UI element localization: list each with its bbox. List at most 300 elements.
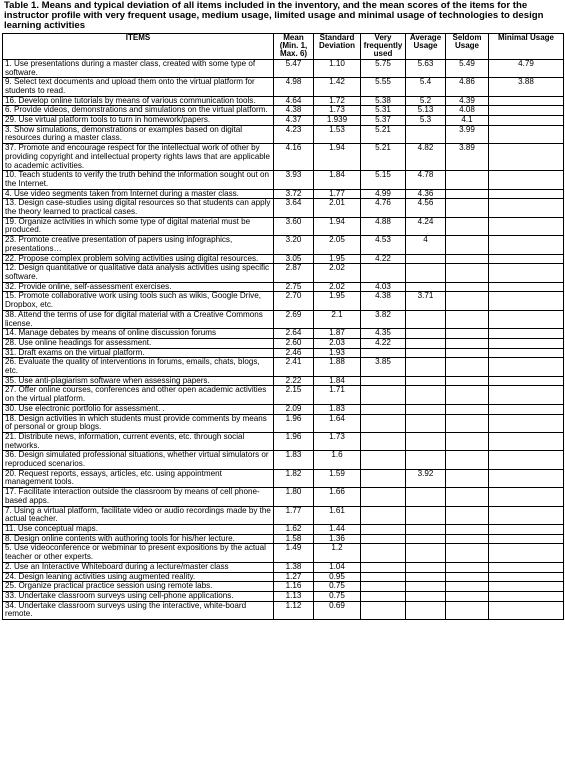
minimal-usage-cell (489, 469, 564, 487)
table-row (3, 264, 564, 282)
average-usage-cell: 5.63 (406, 59, 446, 77)
item-cell: 8. Design online contents with authoring tools for his/her lecture. (3, 534, 274, 544)
sd-cell: 1.04 (314, 562, 361, 572)
minimal-usage-cell (489, 524, 564, 534)
mean-cell: 2.64 (274, 329, 314, 339)
seldom-usage-cell (446, 338, 489, 348)
table-row (3, 506, 564, 524)
table-row (3, 189, 564, 199)
sd-cell: 1.73 (314, 106, 361, 116)
very-frequent-cell: 5.21 (361, 125, 406, 143)
average-usage-cell: 4.36 (406, 189, 446, 199)
minimal-usage-cell (489, 282, 564, 292)
table-row (3, 488, 564, 506)
table-row (3, 544, 564, 562)
seldom-usage-cell (446, 414, 489, 432)
very-frequent-cell (361, 544, 406, 562)
table-row (3, 572, 564, 582)
seldom-usage-cell: 3.99 (446, 125, 489, 143)
minimal-usage-cell (489, 96, 564, 106)
minimal-usage-cell (489, 534, 564, 544)
table-row (3, 282, 564, 292)
very-frequent-cell: 5.15 (361, 171, 406, 189)
minimal-usage-cell (489, 199, 564, 217)
sd-cell: 1.93 (314, 348, 361, 358)
seldom-usage-cell (446, 582, 489, 592)
mean-cell: 2.09 (274, 404, 314, 414)
mean-cell: 2.41 (274, 358, 314, 376)
very-frequent-cell: 5.31 (361, 106, 406, 116)
sd-cell: 1.53 (314, 125, 361, 143)
very-frequent-cell: 3.85 (361, 358, 406, 376)
seldom-usage-cell: 4.1 (446, 116, 489, 126)
table-row (3, 78, 564, 96)
mean-cell: 2.70 (274, 292, 314, 310)
table-row (3, 524, 564, 534)
table-row (3, 116, 564, 126)
header-average-usage: Average Usage (406, 33, 446, 59)
sd-cell: 1.44 (314, 524, 361, 534)
seldom-usage-cell (446, 254, 489, 264)
very-frequent-cell: 4.88 (361, 217, 406, 235)
sd-cell: 0.75 (314, 591, 361, 601)
sd-cell: 0.95 (314, 572, 361, 582)
seldom-usage-cell: 5.49 (446, 59, 489, 77)
mean-cell: 2.60 (274, 338, 314, 348)
minimal-usage-cell (489, 601, 564, 619)
average-usage-cell (406, 524, 446, 534)
average-usage-cell (406, 432, 446, 450)
minimal-usage-cell: 3.88 (489, 78, 564, 96)
mean-cell: 4.98 (274, 78, 314, 96)
table-row (3, 562, 564, 572)
sd-cell: 1.94 (314, 144, 361, 171)
minimal-usage-cell (489, 116, 564, 126)
item-cell: 17. Facilitate interaction outside the classroom by means of cell phone-based apps. (3, 488, 274, 506)
very-frequent-cell (361, 582, 406, 592)
mean-cell: 4.16 (274, 144, 314, 171)
table-row (3, 106, 564, 116)
item-cell: 34. Undertake classroom surveys using the interactive, white-board remote. (3, 601, 274, 619)
average-usage-cell (406, 572, 446, 582)
average-usage-cell: 5.4 (406, 78, 446, 96)
minimal-usage-cell (489, 125, 564, 143)
sd-cell: 1.59 (314, 469, 361, 487)
mean-cell: 1.49 (274, 544, 314, 562)
mean-cell: 3.60 (274, 217, 314, 235)
seldom-usage-cell (446, 358, 489, 376)
item-cell: 26. Evaluate the quality of interventions in forums, emails, chats, blogs, etc. (3, 358, 274, 376)
average-usage-cell: 5.13 (406, 106, 446, 116)
mean-cell: 3.20 (274, 236, 314, 254)
seldom-usage-cell (446, 601, 489, 619)
mean-cell: 1.83 (274, 451, 314, 469)
minimal-usage-cell (489, 432, 564, 450)
mean-cell: 1.16 (274, 582, 314, 592)
very-frequent-cell: 4.35 (361, 329, 406, 339)
table-row (3, 358, 564, 376)
item-cell: 20. Request reports, essays, articles, etc. using appointment management tools. (3, 469, 274, 487)
items-table (2, 33, 564, 620)
table-row (3, 469, 564, 487)
average-usage-cell (406, 601, 446, 619)
average-usage-cell (406, 544, 446, 562)
item-cell: 1. Use presentations during a master class, created with some type of software. (3, 59, 274, 77)
sd-cell: 1.71 (314, 386, 361, 404)
seldom-usage-cell (446, 348, 489, 358)
average-usage-cell (406, 591, 446, 601)
very-frequent-cell (361, 386, 406, 404)
item-cell: 23. Promote creative presentation of papers using infographics, presentations… (3, 236, 274, 254)
table-row (3, 171, 564, 189)
mean-cell: 2.69 (274, 310, 314, 328)
average-usage-cell: 5.2 (406, 96, 446, 106)
average-usage-cell (406, 488, 446, 506)
table-caption: Table 1. Means and typical deviation of all items included in the inventory, and the mean scores of the items for the instructor profile with very frequent usage, medium usage, limited usage and minimal usage of technologies to design learning activities (4, 0, 544, 32)
item-cell: 22. Propose complex problem solving activities using digital resources. (3, 254, 274, 264)
sd-cell: 2.01 (314, 199, 361, 217)
minimal-usage-cell (489, 488, 564, 506)
table-body (3, 59, 564, 619)
seldom-usage-cell (446, 432, 489, 450)
table-row (3, 96, 564, 106)
very-frequent-cell (361, 451, 406, 469)
item-cell: 35. Use anti-plagiarism software when assessing papers. (3, 376, 274, 386)
seldom-usage-cell: 4.39 (446, 96, 489, 106)
seldom-usage-cell (446, 310, 489, 328)
minimal-usage-cell (489, 562, 564, 572)
seldom-usage-cell (446, 282, 489, 292)
sd-cell: 1.87 (314, 329, 361, 339)
average-usage-cell: 4 (406, 236, 446, 254)
average-usage-cell (406, 534, 446, 544)
seldom-usage-cell (446, 264, 489, 282)
header-items: ITEMS (3, 33, 274, 59)
mean-cell: 2.75 (274, 282, 314, 292)
minimal-usage-cell (489, 591, 564, 601)
table-row (3, 534, 564, 544)
average-usage-cell (406, 329, 446, 339)
mean-cell: 3.05 (274, 254, 314, 264)
very-frequent-cell (361, 562, 406, 572)
seldom-usage-cell (446, 189, 489, 199)
minimal-usage-cell: 4.79 (489, 59, 564, 77)
average-usage-cell (406, 404, 446, 414)
mean-cell: 1.82 (274, 469, 314, 487)
very-frequent-cell (361, 591, 406, 601)
very-frequent-cell (361, 432, 406, 450)
seldom-usage-cell (446, 469, 489, 487)
very-frequent-cell: 4.03 (361, 282, 406, 292)
minimal-usage-cell (489, 404, 564, 414)
item-cell: 7. Using a virtual platform, facilitate video or audio recordings made by the actual teacher. (3, 506, 274, 524)
very-frequent-cell (361, 348, 406, 358)
average-usage-cell (406, 582, 446, 592)
mean-cell: 2.15 (274, 386, 314, 404)
table-row (3, 414, 564, 432)
very-frequent-cell (361, 572, 406, 582)
minimal-usage-cell (489, 386, 564, 404)
average-usage-cell (406, 282, 446, 292)
item-cell: 2. Use an Interactive Whiteboard during a lecture/master class (3, 562, 274, 572)
seldom-usage-cell (446, 451, 489, 469)
mean-cell: 2.46 (274, 348, 314, 358)
header-standard-deviation: Standard Deviation (314, 33, 361, 59)
seldom-usage-cell (446, 591, 489, 601)
mean-cell: 1.77 (274, 506, 314, 524)
very-frequent-cell (361, 524, 406, 534)
item-cell: 13. Design case-studies using digital resources so that students can apply the theory learned to practical cases. (3, 199, 274, 217)
minimal-usage-cell (489, 506, 564, 524)
mean-cell: 4.38 (274, 106, 314, 116)
very-frequent-cell (361, 376, 406, 386)
average-usage-cell: 4.78 (406, 171, 446, 189)
table-row (3, 292, 564, 310)
item-cell: 6. Provide videos, demonstrations and simulations on the virtual platform. (3, 106, 274, 116)
header-minimal-usage: Minimal Usage (489, 33, 564, 59)
average-usage-cell (406, 358, 446, 376)
item-cell: 9. Select text documents and upload them onto the virtual platform for students to read. (3, 78, 274, 96)
table-row (3, 601, 564, 619)
average-usage-cell: 3.92 (406, 469, 446, 487)
seldom-usage-cell (446, 404, 489, 414)
seldom-usage-cell (446, 217, 489, 235)
sd-cell: 1.84 (314, 171, 361, 189)
mean-cell: 4.37 (274, 116, 314, 126)
mean-cell: 1.96 (274, 414, 314, 432)
average-usage-cell (406, 310, 446, 328)
minimal-usage-cell (489, 254, 564, 264)
very-frequent-cell (361, 601, 406, 619)
item-cell: 16. Develop online tutorials by means of various communication tools. (3, 96, 274, 106)
very-frequent-cell: 4.76 (361, 199, 406, 217)
seldom-usage-cell (446, 171, 489, 189)
average-usage-cell: 4.82 (406, 144, 446, 171)
item-cell: 32. Provide online, self-assessment exercises. (3, 282, 274, 292)
seldom-usage-cell (446, 236, 489, 254)
item-cell: 12. Design quantitative or qualitative data analysis activities using specific software. (3, 264, 274, 282)
seldom-usage-cell: 3.89 (446, 144, 489, 171)
very-frequent-cell: 5.75 (361, 59, 406, 77)
sd-cell: 1.36 (314, 534, 361, 544)
average-usage-cell (406, 376, 446, 386)
very-frequent-cell: 5.21 (361, 144, 406, 171)
table-row (3, 591, 564, 601)
table-row (3, 432, 564, 450)
table-row (3, 404, 564, 414)
sd-cell: 1.66 (314, 488, 361, 506)
sd-cell: 1.61 (314, 506, 361, 524)
table-row (3, 582, 564, 592)
average-usage-cell: 4.24 (406, 217, 446, 235)
average-usage-cell (406, 506, 446, 524)
seldom-usage-cell (446, 534, 489, 544)
very-frequent-cell: 3.82 (361, 310, 406, 328)
very-frequent-cell (361, 506, 406, 524)
item-cell: 19. Organize activities in which some type of digital material must be produced. (3, 217, 274, 235)
item-cell: 36. Design simulated professional situations, whether virtual simulators or reproduced scenarios. (3, 451, 274, 469)
item-cell: 15. Promote collaborative work using tools such as wikis, Google Drive, Dropbox, etc. (3, 292, 274, 310)
sd-cell: 1.88 (314, 358, 361, 376)
sd-cell: 1.84 (314, 376, 361, 386)
sd-cell: 1.2 (314, 544, 361, 562)
seldom-usage-cell (446, 199, 489, 217)
item-cell: 31. Draft exams on the virtual platform. (3, 348, 274, 358)
item-cell: 4. Use video segments taken from Internet during a master class. (3, 189, 274, 199)
minimal-usage-cell (489, 329, 564, 339)
sd-cell: 1.73 (314, 432, 361, 450)
minimal-usage-cell (489, 376, 564, 386)
minimal-usage-cell (489, 106, 564, 116)
sd-cell: 1.95 (314, 292, 361, 310)
seldom-usage-cell (446, 572, 489, 582)
item-cell: 21. Distribute news, information, current events, etc. through social networks. (3, 432, 274, 450)
item-cell: 18. Design activities in which students must provide comments by means of personal or group blogs. (3, 414, 274, 432)
sd-cell: 1.6 (314, 451, 361, 469)
very-frequent-cell: 4.22 (361, 338, 406, 348)
seldom-usage-cell (446, 386, 489, 404)
sd-cell: 1.72 (314, 96, 361, 106)
minimal-usage-cell (489, 292, 564, 310)
minimal-usage-cell (489, 310, 564, 328)
very-frequent-cell: 4.53 (361, 236, 406, 254)
minimal-usage-cell (489, 264, 564, 282)
mean-cell: 1.27 (274, 572, 314, 582)
average-usage-cell (406, 414, 446, 432)
item-cell: 30. Use electronic portfolio for assessment. . (3, 404, 274, 414)
item-cell: 25. Organize practical practice session using remote labs. (3, 582, 274, 592)
average-usage-cell (406, 348, 446, 358)
item-cell: 33. Undertake classroom surveys using cell-phone applications. (3, 591, 274, 601)
mean-cell: 1.38 (274, 562, 314, 572)
table-row (3, 386, 564, 404)
mean-cell: 3.72 (274, 189, 314, 199)
very-frequent-cell (361, 488, 406, 506)
table-row (3, 338, 564, 348)
very-frequent-cell: 4.22 (361, 254, 406, 264)
mean-cell: 3.64 (274, 199, 314, 217)
very-frequent-cell (361, 414, 406, 432)
minimal-usage-cell (489, 572, 564, 582)
seldom-usage-cell (446, 292, 489, 310)
mean-cell: 1.12 (274, 601, 314, 619)
average-usage-cell (406, 264, 446, 282)
mean-cell: 1.13 (274, 591, 314, 601)
very-frequent-cell (361, 264, 406, 282)
sd-cell: 2.05 (314, 236, 361, 254)
minimal-usage-cell (489, 171, 564, 189)
header-row (3, 33, 564, 59)
very-frequent-cell (361, 469, 406, 487)
sd-cell: 2.1 (314, 310, 361, 328)
average-usage-cell (406, 338, 446, 348)
sd-cell: 1.83 (314, 404, 361, 414)
item-cell: 10. Teach students to verify the truth behind the information sought out on the Internet. (3, 171, 274, 189)
table-row (3, 199, 564, 217)
very-frequent-cell: 5.37 (361, 116, 406, 126)
table-row (3, 451, 564, 469)
very-frequent-cell (361, 404, 406, 414)
mean-cell: 1.58 (274, 534, 314, 544)
seldom-usage-cell (446, 376, 489, 386)
sd-cell: 1.42 (314, 78, 361, 96)
item-cell: 28. Use online headings for assessment. (3, 338, 274, 348)
mean-cell: 1.62 (274, 524, 314, 534)
mean-cell: 5.47 (274, 59, 314, 77)
minimal-usage-cell (489, 582, 564, 592)
seldom-usage-cell (446, 329, 489, 339)
mean-cell: 4.64 (274, 96, 314, 106)
item-cell: 24. Design leaning activities using augmented reality. (3, 572, 274, 582)
table-row (3, 59, 564, 77)
mean-cell: 3.93 (274, 171, 314, 189)
very-frequent-cell: 4.99 (361, 189, 406, 199)
sd-cell: 0.75 (314, 582, 361, 592)
item-cell: 27. Offer online courses, conferences and other open academic activities on the virtual platform. (3, 386, 274, 404)
minimal-usage-cell (489, 358, 564, 376)
item-cell: 38. Attend the terms of use for digital material with a Creative Commons license. (3, 310, 274, 328)
minimal-usage-cell (489, 189, 564, 199)
header-very-frequently-used: Very frequently used (361, 33, 406, 59)
sd-cell: 1.939 (314, 116, 361, 126)
seldom-usage-cell: 4.86 (446, 78, 489, 96)
seldom-usage-cell (446, 506, 489, 524)
table-row (3, 310, 564, 328)
minimal-usage-cell (489, 217, 564, 235)
sd-cell: 1.77 (314, 189, 361, 199)
sd-cell: 0.69 (314, 601, 361, 619)
table-row (3, 254, 564, 264)
header-mean: Mean (Min. 1, Max. 6) (274, 33, 314, 59)
seldom-usage-cell (446, 488, 489, 506)
table-row (3, 236, 564, 254)
average-usage-cell (406, 254, 446, 264)
average-usage-cell: 3.71 (406, 292, 446, 310)
item-cell: 29. Use virtual platform tools to turn in homework/papers. (3, 116, 274, 126)
minimal-usage-cell (489, 544, 564, 562)
sd-cell: 2.03 (314, 338, 361, 348)
sd-cell: 2.02 (314, 282, 361, 292)
mean-cell: 1.80 (274, 488, 314, 506)
very-frequent-cell: 4.38 (361, 292, 406, 310)
table-row (3, 144, 564, 171)
table-row (3, 125, 564, 143)
average-usage-cell: 4.56 (406, 199, 446, 217)
average-usage-cell (406, 125, 446, 143)
header-seldom-usage: Seldom Usage (446, 33, 489, 59)
mean-cell: 1.96 (274, 432, 314, 450)
seldom-usage-cell: 4.08 (446, 106, 489, 116)
table-row (3, 348, 564, 358)
table-row (3, 329, 564, 339)
minimal-usage-cell (489, 348, 564, 358)
table-row (3, 217, 564, 235)
average-usage-cell (406, 386, 446, 404)
minimal-usage-cell (489, 236, 564, 254)
sd-cell: 1.94 (314, 217, 361, 235)
sd-cell: 1.10 (314, 59, 361, 77)
very-frequent-cell: 5.55 (361, 78, 406, 96)
item-cell: 14. Manage debates by means of online discussion forums (3, 329, 274, 339)
sd-cell: 1.95 (314, 254, 361, 264)
mean-cell: 2.22 (274, 376, 314, 386)
table-row (3, 376, 564, 386)
minimal-usage-cell (489, 144, 564, 171)
very-frequent-cell (361, 534, 406, 544)
minimal-usage-cell (489, 451, 564, 469)
very-frequent-cell: 5.38 (361, 96, 406, 106)
sd-cell: 2.02 (314, 264, 361, 282)
